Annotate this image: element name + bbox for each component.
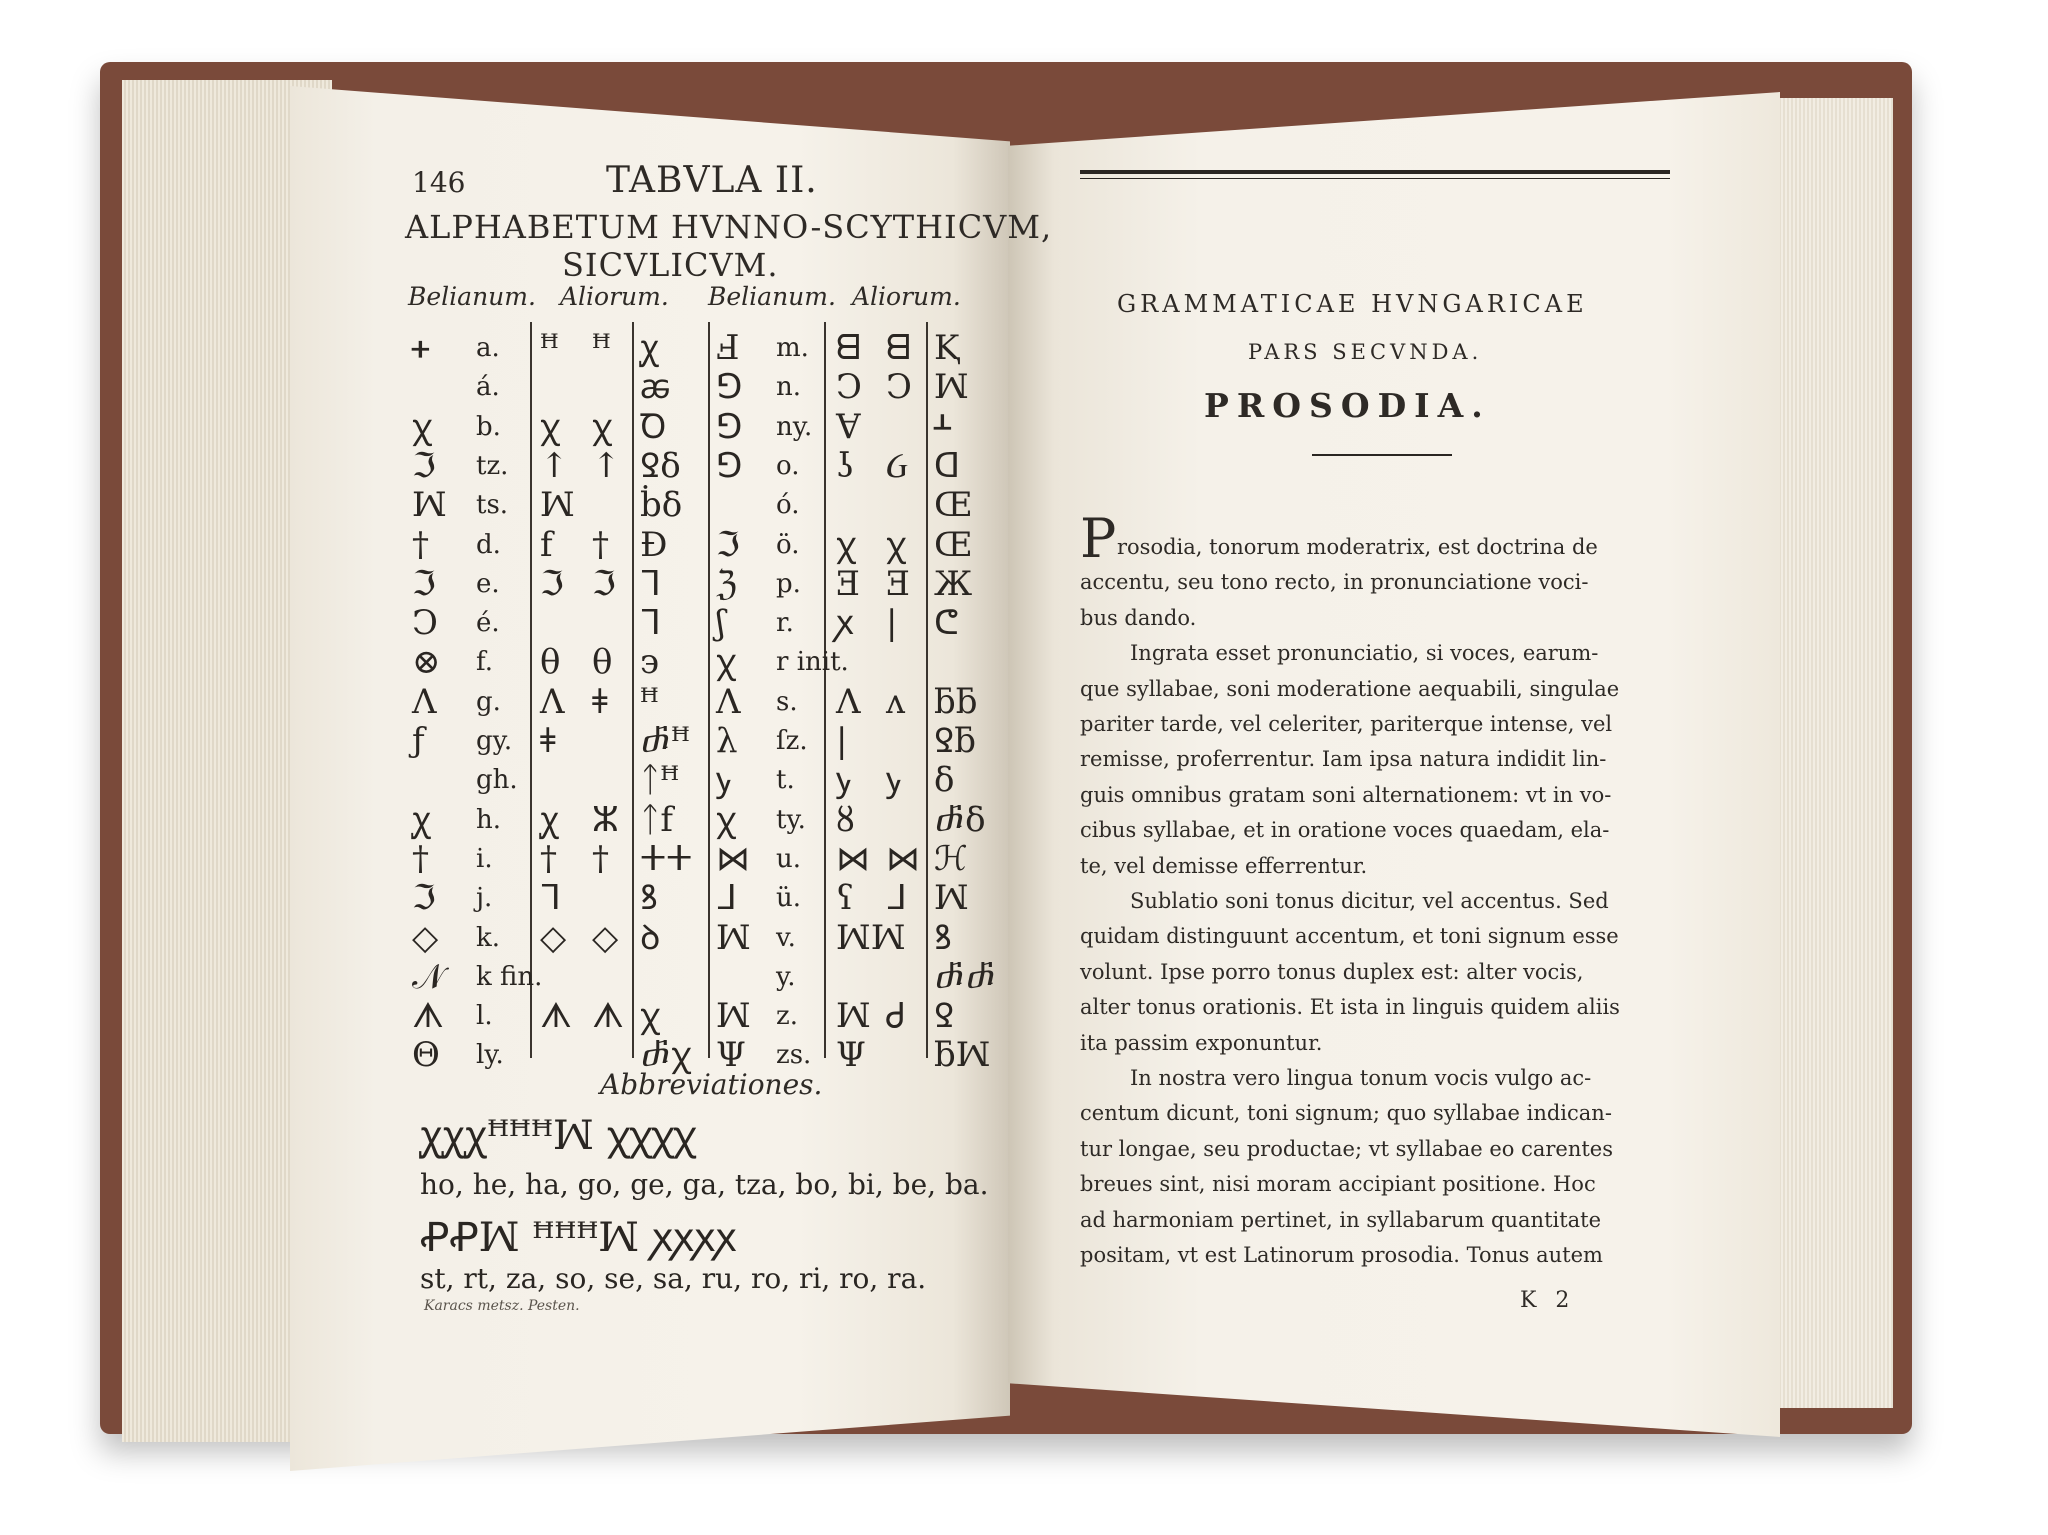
glyph-aliorum: Ǝ — [886, 563, 911, 604]
latin-letter: h. — [476, 804, 502, 835]
glyph-aliorum: ꭓ — [640, 996, 659, 1037]
glyph-aliorum: ǂ — [592, 681, 608, 722]
glyph-aliorum: ꭚ — [886, 760, 904, 801]
latin-letter: s. — [776, 686, 798, 717]
title-rule — [1312, 454, 1452, 456]
head-rule-thin — [1080, 178, 1670, 179]
glyph-aliorum: ꟸ — [640, 681, 659, 722]
glyph-belianum: ꭓ — [716, 799, 735, 840]
glyph-aliorum: ꟽ — [540, 485, 575, 526]
glyph-belianum: ꭓ — [412, 406, 431, 447]
latin-letter: k fin. — [476, 961, 543, 992]
glyph-belianum: Θ — [412, 1035, 440, 1076]
glyph-belianum: ⅁ — [716, 406, 743, 447]
glyph-belianum: Λ — [836, 681, 861, 722]
glyph-belianum: λ — [716, 721, 738, 761]
glyph-belianum: Ψ — [716, 1035, 746, 1076]
right-page-edges — [1775, 98, 1893, 1408]
glyph-belianum: ʖ — [836, 445, 855, 486]
glyph-aliorum: ᕦ — [934, 603, 959, 644]
head-rule-thick — [1080, 170, 1670, 174]
glyph-belianum: ȣ — [836, 799, 855, 840]
latin-letter: ty. — [776, 804, 806, 835]
glyph-belianum: Ǝ — [836, 563, 861, 604]
glyph-belianum: ᗑ — [412, 996, 444, 1037]
glyph-belianum: ⋈ — [836, 838, 870, 879]
glyph-belianum: ◇ — [412, 917, 439, 958]
glyph-aliorum: Ꝺ — [640, 406, 667, 447]
body-line: remisse, proferrentur. Iam ipsa natura indidit lin- — [1080, 747, 1607, 772]
glyph-belianum: ᗺ — [836, 328, 861, 368]
glyph-aliorum: ℋ — [934, 838, 968, 879]
glyph-belianum: ꭕ — [412, 799, 432, 840]
glyph-belianum: 𝒩 — [412, 956, 445, 997]
glyph-aliorum: ꟽ — [934, 878, 969, 919]
glyph-belianum: Ↄ — [412, 603, 439, 644]
body-line: rosodia, tonorum moderatrix, est doctrina de — [1117, 535, 1598, 559]
glyph-aliorum: Ꮷ — [886, 996, 905, 1037]
latin-letter: n. — [776, 372, 802, 403]
glyph-belianum: ꟽ — [716, 996, 751, 1037]
glyph-aliorum: θ — [592, 642, 613, 683]
glyph-belianum: ⅁ — [716, 445, 743, 486]
glyph-aliorum: | — [886, 603, 898, 644]
glyph-belianum: ᚐ — [412, 328, 429, 368]
glyph-aliorum: ⴥꟸ — [640, 721, 690, 761]
glyph-aliorum: Ꝿƃ — [934, 721, 976, 761]
latin-letter: b. — [476, 411, 501, 442]
glyph-aliorum: ꭓ — [592, 406, 611, 447]
glyph-aliorum: ᛏꟸ — [640, 760, 680, 801]
body-line: accentu, seu tono recto, in pronunciatione voci- — [1080, 570, 1589, 595]
glyph-aliorum: Λ — [540, 681, 565, 722]
glyph-belianum: Ψ — [836, 1035, 866, 1076]
glyph-aliorum: ᒧ — [886, 878, 907, 919]
body-line: pariter tarde, vel celeriter, pariterque intense, vel — [1080, 712, 1613, 736]
table-rule — [926, 322, 928, 1058]
glyph-aliorum: Ⱪ — [934, 328, 960, 368]
glyph-aliorum: † — [592, 838, 609, 879]
glyph-belianum: ꭓ — [716, 642, 735, 683]
latin-letter: g. — [476, 686, 501, 717]
glyph-aliorum: ǂ — [540, 721, 556, 761]
latin-letter: l. — [476, 1001, 493, 1032]
latin-letter: r. — [776, 608, 794, 639]
column-header-belianum-2: Belianum. — [708, 282, 836, 311]
glyph-belianum: ℑ — [412, 445, 436, 486]
latin-letter: é. — [476, 608, 500, 639]
body-line: Sublatio soni tonus dicitur, vel accentus. Sed — [1130, 889, 1609, 913]
body-line: guis omnibus gratam soni alternationem: vt in vo- — [1080, 782, 1612, 807]
abbreviation-roman-row-2: st, rt, za, so, se, sa, ru, ro, ri, ro, ra. — [420, 1262, 927, 1295]
glyph-aliorum: ꭓ — [886, 524, 905, 565]
latin-letter: ó. — [776, 490, 800, 521]
body-line: volunt. Ipse porro tonus duplex est: alter vocis, — [1080, 959, 1584, 984]
glyph-aliorum: Ꝿ — [934, 996, 955, 1037]
glyph-aliorum: ꝸ — [934, 917, 952, 958]
latin-letter: j. — [476, 883, 493, 914]
glyph-aliorum: ᗑ — [592, 996, 624, 1037]
body-line: bus dando. — [1080, 605, 1197, 630]
glyph-aliorum: ꟽ — [934, 367, 969, 408]
glyph-belianum: Λ — [716, 681, 741, 722]
glyph-aliorum: Đ — [640, 524, 668, 565]
glyph-aliorum: Ↄ — [886, 367, 913, 408]
latin-letter: zs. — [776, 1040, 812, 1071]
glyph-aliorum: ᚆ — [934, 406, 951, 447]
latin-letter: ſz. — [776, 726, 808, 756]
glyph-aliorum: ꝸ — [640, 878, 658, 919]
glyph-aliorum: ᗺ — [886, 328, 911, 368]
latin-letter: a. — [476, 333, 500, 363]
glyph-aliorum: ꭓ — [540, 406, 559, 447]
column-header-aliorum-1: Aliorum. — [560, 282, 669, 311]
glyph-aliorum: ꟸ — [592, 328, 611, 368]
latin-letter: tz. — [476, 450, 509, 481]
glyph-belianum: ꭗ — [836, 603, 855, 644]
page-number: 146 — [412, 166, 466, 199]
body-line: In nostra vero lingua tonum vocis vulgo ac- — [1130, 1066, 1592, 1090]
glyph-aliorum: ꝺ — [640, 917, 661, 958]
glyph-aliorum: ʌ — [886, 681, 906, 722]
engraver-imprint: Karacs metsz. Pesten. — [424, 1298, 580, 1314]
section-title: PROSODIA. — [1204, 386, 1491, 425]
glyph-belianum: ƒ — [412, 721, 425, 761]
body-line: positam, vt est Latinorum prosodia. Tonus autem — [1080, 1243, 1603, 1267]
glyph-aliorum: ϶ — [640, 642, 660, 683]
latin-letter: z. — [776, 1001, 798, 1032]
glyph-aliorum: ꭕ — [640, 328, 660, 368]
glyph-aliorum: ↑ — [540, 445, 569, 486]
glyph-aliorum: Ж — [934, 563, 973, 604]
latin-letter: gy. — [476, 726, 513, 756]
latin-letter: m. — [776, 333, 809, 363]
latin-letter: p. — [776, 568, 801, 599]
glyph-belianum: ꟽ — [412, 485, 447, 526]
glyph-belianum: | — [836, 721, 848, 761]
glyph-belianum: ꭚ — [836, 760, 854, 801]
glyph-aliorum: Ꝿδ — [640, 445, 681, 486]
glyph-aliorum: ᛏf — [640, 799, 673, 840]
table-rule — [530, 322, 532, 1058]
latin-letter: r init. — [776, 647, 849, 678]
latin-letter: d. — [476, 529, 501, 560]
glyph-aliorum: ƃꟽ — [934, 1035, 991, 1076]
abbreviation-glyphs-row-2: ꝒꝒꟽ ꟸꟸꟸꟽ ꭗꭗꭗꭗ — [420, 1215, 737, 1261]
glyph-aliorum: ꟸ — [540, 328, 559, 368]
glyph-aliorum: ḃδ — [640, 485, 683, 526]
glyph-aliorum: † — [540, 838, 557, 879]
latin-letter: ts. — [476, 490, 509, 521]
glyph-aliorum: δ — [934, 760, 955, 801]
table-rule — [824, 322, 826, 1058]
glyph-aliorum: ⵜⵜ — [640, 838, 693, 879]
table-title: TABVLA II. — [606, 160, 818, 201]
glyph-aliorum: ℑ — [540, 563, 564, 604]
glyph-aliorum: Œ — [934, 524, 973, 565]
abbreviations-title: Abbreviationes. — [600, 1068, 823, 1101]
glyph-belianum: ᒧ — [716, 878, 737, 919]
latin-letter: v. — [776, 922, 796, 953]
glyph-aliorum: ᒣ — [640, 603, 661, 644]
glyph-aliorum: ꬱ — [640, 367, 671, 408]
body-line: quidam distinguunt accentum, et toni signum esse — [1080, 924, 1619, 949]
glyph-belianum: ℨ — [716, 563, 737, 604]
glyph-aliorum: ↑ — [592, 445, 621, 486]
glyph-belianum: † — [412, 838, 429, 879]
latin-letter: y. — [776, 961, 796, 992]
glyph-belianum: ⋈ — [716, 838, 750, 879]
glyph-belianum: ꭚ — [716, 760, 734, 801]
body-line: alter tonus orationis. Et ista in linguis quidem aliis — [1080, 995, 1620, 1020]
glyph-belianum: ꟽ — [716, 917, 751, 958]
glyph-aliorum: f — [540, 524, 553, 565]
glyph-aliorum: ⴥⴥ — [934, 956, 997, 997]
body-line: ita passim exponuntur. — [1080, 1030, 1323, 1055]
glyph-belianum: ꟽ — [836, 996, 871, 1037]
glyph-aliorum: ᗡ — [934, 445, 961, 486]
latin-letter: ny. — [776, 411, 813, 442]
glyph-belianum: Ⅎ — [716, 328, 740, 368]
latin-letter: k. — [476, 922, 501, 953]
table-rule — [632, 322, 634, 1058]
latin-letter: ö. — [776, 529, 800, 560]
alphabet-title-line1: ALPHABETUM HVNNO-SCYTHICVM, — [405, 208, 1053, 246]
glyph-aliorum: † — [592, 524, 609, 565]
body-line: cibus syllabae, et in oratione voces quaedam, ela- — [1080, 818, 1610, 843]
glyph-aliorum: ƃƃ — [934, 681, 978, 722]
body-line: Ingrata esset pronunciatio, si voces, earum- — [1130, 641, 1599, 666]
glyph-belianum: ʕ — [836, 878, 855, 919]
running-head-line1: GRAMMATICAE HVNGARICAE — [1117, 290, 1588, 318]
latin-letter: f. — [476, 647, 493, 678]
glyph-aliorum: ◇ — [540, 917, 567, 958]
latin-letter: t. — [776, 765, 795, 796]
latin-letter: ly. — [476, 1040, 504, 1071]
latin-letter: i. — [476, 843, 493, 874]
glyph-aliorum: ℑ — [592, 563, 616, 604]
body-line: centum dicunt, toni signum; quo syllabae indican- — [1080, 1101, 1612, 1126]
glyph-belianum: ꭓ — [836, 524, 855, 565]
glyph-belianum: ℑ — [412, 563, 436, 604]
glyph-aliorum: ⵣ — [592, 799, 619, 840]
column-header-belianum-1: Belianum. — [408, 282, 536, 311]
glyph-aliorum: Ᏽ — [886, 445, 908, 486]
signature-mark: K 2 — [1520, 1288, 1576, 1313]
glyph-aliorum: ⴥꭓ — [640, 1035, 690, 1076]
glyph-belianum: ꟽꟽ — [836, 917, 906, 958]
body-line: breues sint, nisi moram accipiant positione. Hoc — [1080, 1172, 1596, 1197]
glyph-aliorum: ᒣ — [540, 878, 561, 919]
glyph-belianum: ℑ — [716, 524, 740, 565]
glyph-aliorum: ⴥδ — [934, 799, 986, 840]
glyph-belianum: ⊗ — [412, 642, 441, 683]
glyph-belianum: † — [412, 524, 429, 565]
body-line: que syllabae, soni moderatione aequabili, singulae — [1080, 676, 1620, 701]
latin-letter: o. — [776, 450, 800, 481]
glyph-aliorum: ⋈ — [886, 838, 920, 879]
body-line: ad harmoniam pertinet, in syllabarum quantitate — [1080, 1207, 1602, 1232]
glyph-aliorum: ᒣ — [640, 563, 661, 604]
latin-letter: ü. — [776, 883, 802, 914]
body-line: te, vel demisse efferrentur. — [1080, 853, 1368, 878]
latin-letter: e. — [476, 568, 500, 599]
drop-cap: P — [1080, 507, 1117, 570]
glyph-belianum: ℑ — [412, 878, 436, 919]
glyph-belianum: Ↄ — [836, 367, 863, 408]
glyph-aliorum: ꭕ — [540, 799, 560, 840]
glyph-aliorum: ᗑ — [540, 996, 572, 1037]
running-head-line2: PARS SECVNDA. — [1248, 340, 1483, 364]
glyph-belianum: Λ — [412, 681, 437, 722]
abbreviation-glyphs-row-1: ꭕꭕꭕꟸꟸꟸꟽ ꭓꭓꭓꭓ — [420, 1113, 695, 1159]
glyph-belianum: Ɐ — [836, 406, 861, 447]
glyph-aliorum: θ — [540, 642, 561, 683]
latin-letter: u. — [776, 843, 802, 874]
table-rule — [708, 322, 710, 1058]
glyph-belianum: ʃ — [716, 603, 726, 644]
column-header-aliorum-2: Aliorum. — [852, 282, 961, 311]
latin-letter: gh. — [476, 765, 518, 796]
body-line: tur longae, seu productae; vt syllabae eo carentes — [1080, 1136, 1613, 1161]
latin-letter: á. — [476, 372, 500, 403]
alphabet-title-line2: SICVLICVM. — [562, 246, 779, 284]
glyph-aliorum: Œ — [934, 485, 973, 526]
glyph-aliorum: ◇ — [592, 917, 619, 958]
abbreviation-roman-row-1: ho, he, ha, go, ge, ga, tza, bo, bi, be, ba. — [420, 1168, 989, 1201]
glyph-belianum: ⅁ — [716, 367, 743, 408]
